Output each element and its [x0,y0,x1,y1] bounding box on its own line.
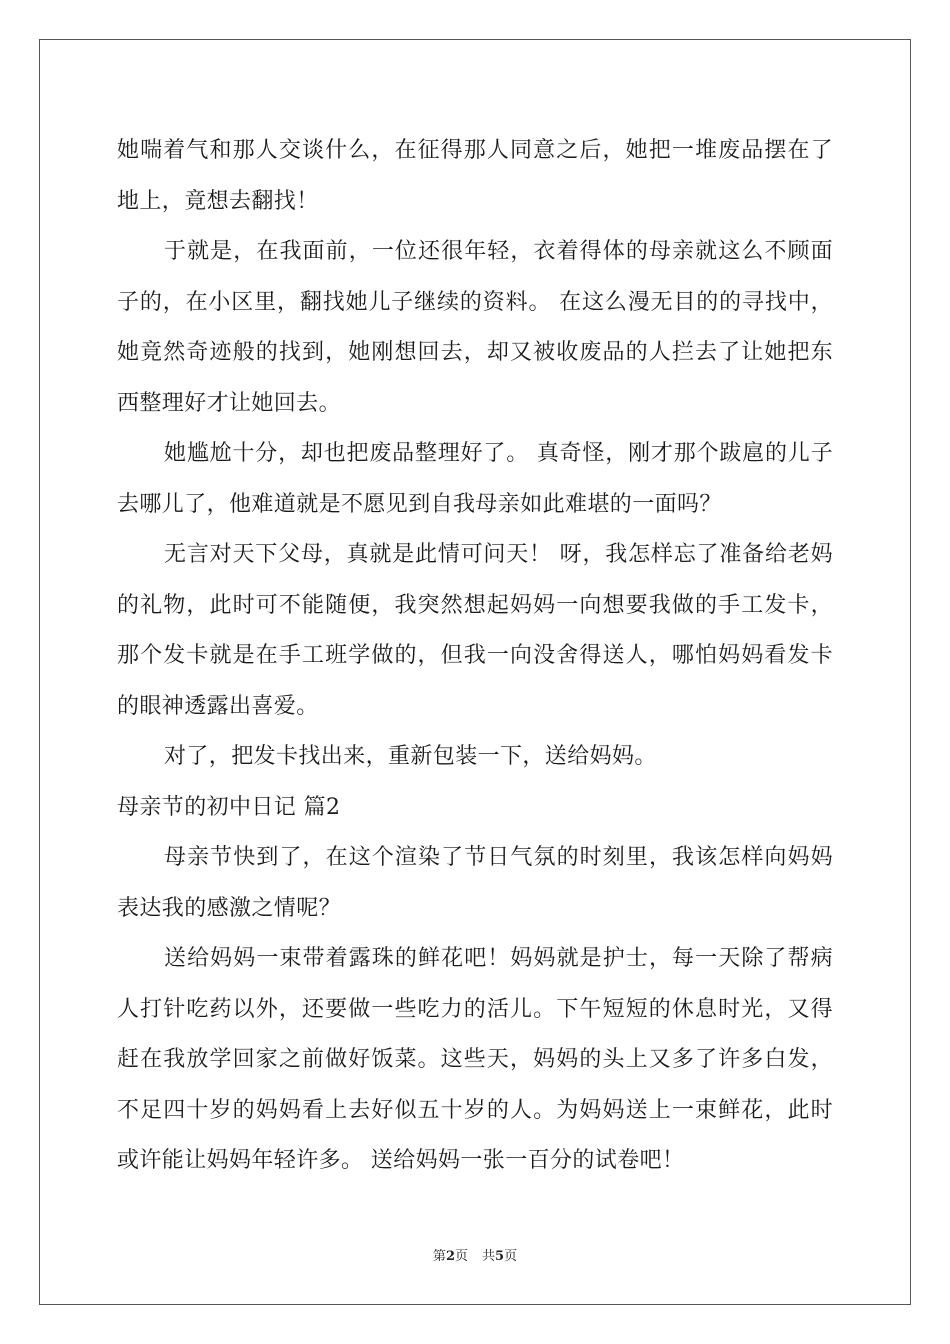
section-paragraph-1: 母亲节快到了，在这个渲染了节日气氛的时刻里，我该怎样向妈妈表达我的感激之情呢？ [117,845,833,921]
paragraph-5: 对了，把发卡找出来，重新包装一下，送给妈妈。 [164,744,657,769]
page-number: 2 [445,1249,455,1264]
paragraph-1: 她喘着气和那人交谈什么，在征得那人同意之后，她把一堆废品摆在了地上，竟想去翻找！ [117,138,833,214]
paragraph-3: 她尴尬十分，却也把废品整理好了。 真奇怪，刚才那个跋扈的儿子去哪儿了，他难道就是不愿见到自我母亲如此难堪的一面吗？ [117,441,833,517]
total-pages: 5 [495,1249,505,1264]
page-suffix: 页 [454,1249,468,1264]
section-heading: 母亲节的初中日记 篇2 [117,794,341,820]
page-footer [0,1245,950,1264]
section-paragraph-2: 送给妈妈一束带着露珠的鲜花吧！妈妈就是护士，每一天除了帮病人打针吃药以外，还要做一些吃力的活儿。下午短短的休息时光，又得赶在我放学回家之前做好饭菜。这些天，妈妈的头上又多了许多白发，不足四十岁的妈妈看上去好似五十岁的人。为妈妈送上一束鲜花，此时或许能让妈妈年轻许多。 送给妈妈一张一百分的试卷吧！ [117,946,833,1173]
paragraph-2: 于就是，在我面前，一位还很年轻，衣着得体的母亲就这么不顾面子的，在小区里，翻找她儿子继续的资料。 在这么漫无目的的寻找中，她竟然奇迹般的找到，她刚想回去，却又被收废品的人拦去了让她把东西整理好才让她回去。 [117,239,833,416]
document-body [117,126,833,1187]
total-prefix: 共 [482,1249,496,1264]
page-prefix: 第 [432,1249,446,1264]
total-suffix: 页 [504,1249,518,1264]
paragraph-4: 无言对天下父母，真就是此情可问天！ 呀，我怎样忘了准备给老妈的礼物，此时可不能随便，我突然想起妈妈一向想要我做的手工发卡，那个发卡就是在手工班学做的，但我一向没舍得送人，哪怕妈妈看发卡的眼神透露出喜爱。 [117,542,833,719]
